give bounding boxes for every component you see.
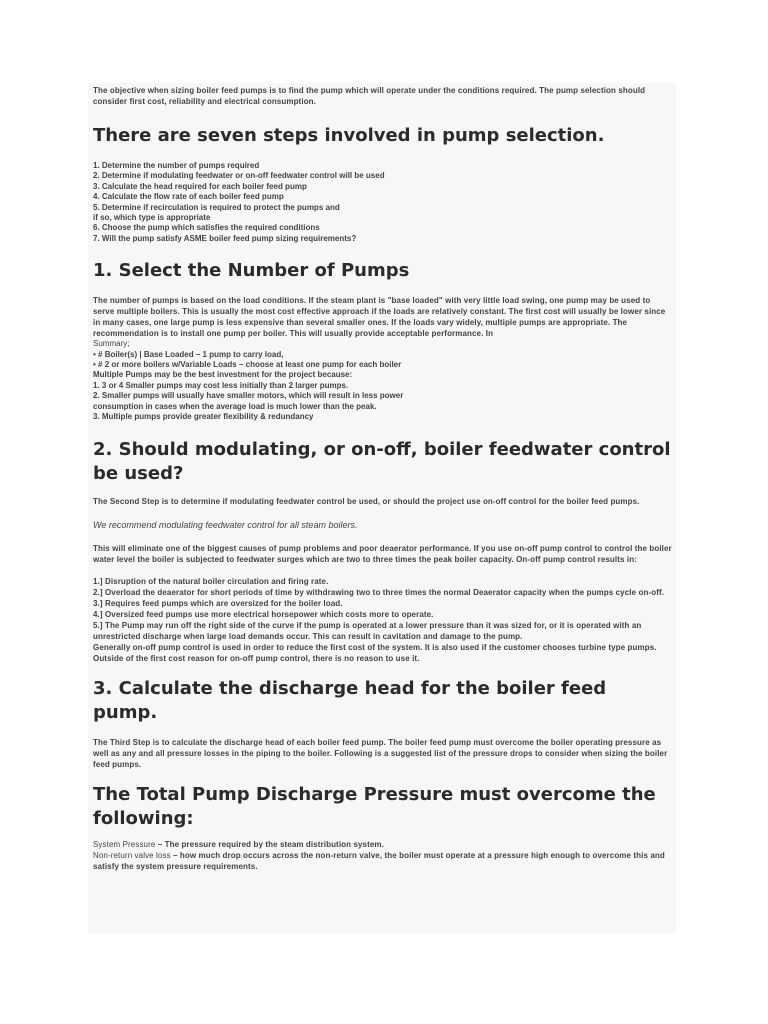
list-item: 2. Determine if modulating feedwater or on-off feedwater control will be used	[93, 171, 385, 181]
document-content	[88, 83, 676, 872]
intro-paragraph: The objective when sizing boiler feed pumps is to find the pump which will operate under the conditions required. The pump selection should consider first cost, reliability and electrical consumption.	[93, 86, 646, 106]
section-2-paragraph-2: This will eliminate one of the biggest causes of pump problems and poor deaerator performance. If you use on-off pump control to control the boiler water level the boiler is subjected to feedwater surges which are two to three times the peak boiler capacity. On-off pump control results in:	[93, 543, 672, 564]
heading-section-1: 1. Select the Number of Pumps	[93, 260, 410, 282]
section-3-paragraph: The Third Step is to calculate the discharge head of each boiler feed pump. The boiler feed pump must overcome the boiler operating pressure as well as any and all pressure losses in the piping to the boiler. Following is a suggested list of the pressure drops to consider when sizing the boiler feed pumps.	[93, 737, 668, 769]
list-item: 3. Multiple pumps provide greater flexibility & redundancy	[93, 412, 314, 422]
heading-seven-steps: There are seven steps involved in pump selection.	[93, 125, 605, 146]
system-pressure-label: System Pressure	[93, 839, 156, 849]
non-return-valve-line	[93, 850, 672, 872]
section-2-paragraph-1: The Second Step is to determine if modulating feedwater control be used, or should the project use on-off control for the boiler feed pumps.	[93, 496, 640, 506]
non-return-valve-text: – how much drop occurs across the non-return valve, the boiler must operate at a pressure high enough to overcome this and satisfy the system pressure requirements.	[93, 850, 665, 871]
system-pressure-text: – The pressure required by the steam distribution system.	[155, 839, 384, 849]
document-page	[88, 83, 676, 933]
section-1-paragraph: The number of pumps is based on the load conditions. If the steam plant is "base loaded" with very little load swing, one pump may be used to serve multiple boilers. This is usually the most cost effective approach if the loads are relatively constant. The first cost will usually be lower since in many cases, one large pump is less expensive than several smaller ones. If the loads vary widely, multiple pumps are appropriate. The recommendation is to install one pump per boiler. This will usually provide acceptable performance. In	[93, 296, 666, 339]
list-item: • # Boiler(s) | Base Loaded – 1 pump to carry load,	[93, 349, 284, 359]
list-item: 7. Will the pump satisfy ASME boiler feed pump sizing requirements?	[93, 233, 357, 243]
list-item: Summary;	[93, 339, 130, 349]
list-item: 1. 3 or 4 Smaller pumps may cost less initially than 2 larger pumps.	[93, 380, 349, 390]
heading-section-2: 2. Should modulating, or on-off, boiler feedwater control be used?	[93, 438, 671, 484]
section-2-recommendation: We recommend modulating feedwater control for all steam boilers.	[93, 519, 358, 530]
list-item: 4. Calculate the flow rate of each boiler feed pump	[93, 192, 284, 202]
section-1-summary	[93, 339, 672, 422]
steps-list	[93, 161, 672, 244]
list-item: 1. Determine the number of pumps required	[93, 161, 260, 170]
list-item: 3. Calculate the head required for each boiler feed pump	[93, 181, 307, 191]
list-item: 6. Choose the pump which satisfies the required conditions	[93, 223, 320, 233]
section-2-list: 1.] Disruption of the natural boiler circulation and firing rate. 2.] Overload the deaerator for short periods of time by withdrawing two to three times the normal Deaerator capacity when the pumps cycle on-off. 3.] Requires feed pumps which are oversized for the boiler load. 4.] Oversized feed pumps use more electrical horsepower which costs more to operate. 5.] The Pump may run off the right side of the curve if the pump is operated at a lower pressure than it was sized for, or it is operated with an unrestricted discharge when large load demands occur. This can result in cavitation and damage to the pump. Generally on-off pump control is used in order to reduce the first cost of the system. It is also used if the customer chooses turbine type pumps. Outside of the first cost reason for on-off pump control, there is no reason to use it.	[93, 576, 665, 663]
non-return-valve-label: Non-return valve loss	[93, 850, 171, 860]
heading-section-3: 3. Calculate the discharge head for the boiler feed pump.	[93, 677, 607, 723]
list-item: 2. Smaller pumps will usually have smaller motors, which will result in less power	[93, 391, 404, 401]
list-item: Multiple Pumps may be the best investment for the project because:	[93, 370, 353, 380]
list-item: 5. Determine if recirculation is required to protect the pumps and	[93, 202, 340, 212]
list-item: if so, which type is appropriate	[93, 213, 211, 223]
list-item: • # 2 or more boilers w/Variable Loads – choose at least one pump for each boiler	[93, 360, 402, 370]
heading-total-pressure: The Total Pump Discharge Pressure must overcome the following:	[93, 783, 656, 829]
system-pressure-line	[93, 839, 672, 850]
list-item: consumption in cases when the average load is much lower than the peak.	[93, 401, 377, 411]
